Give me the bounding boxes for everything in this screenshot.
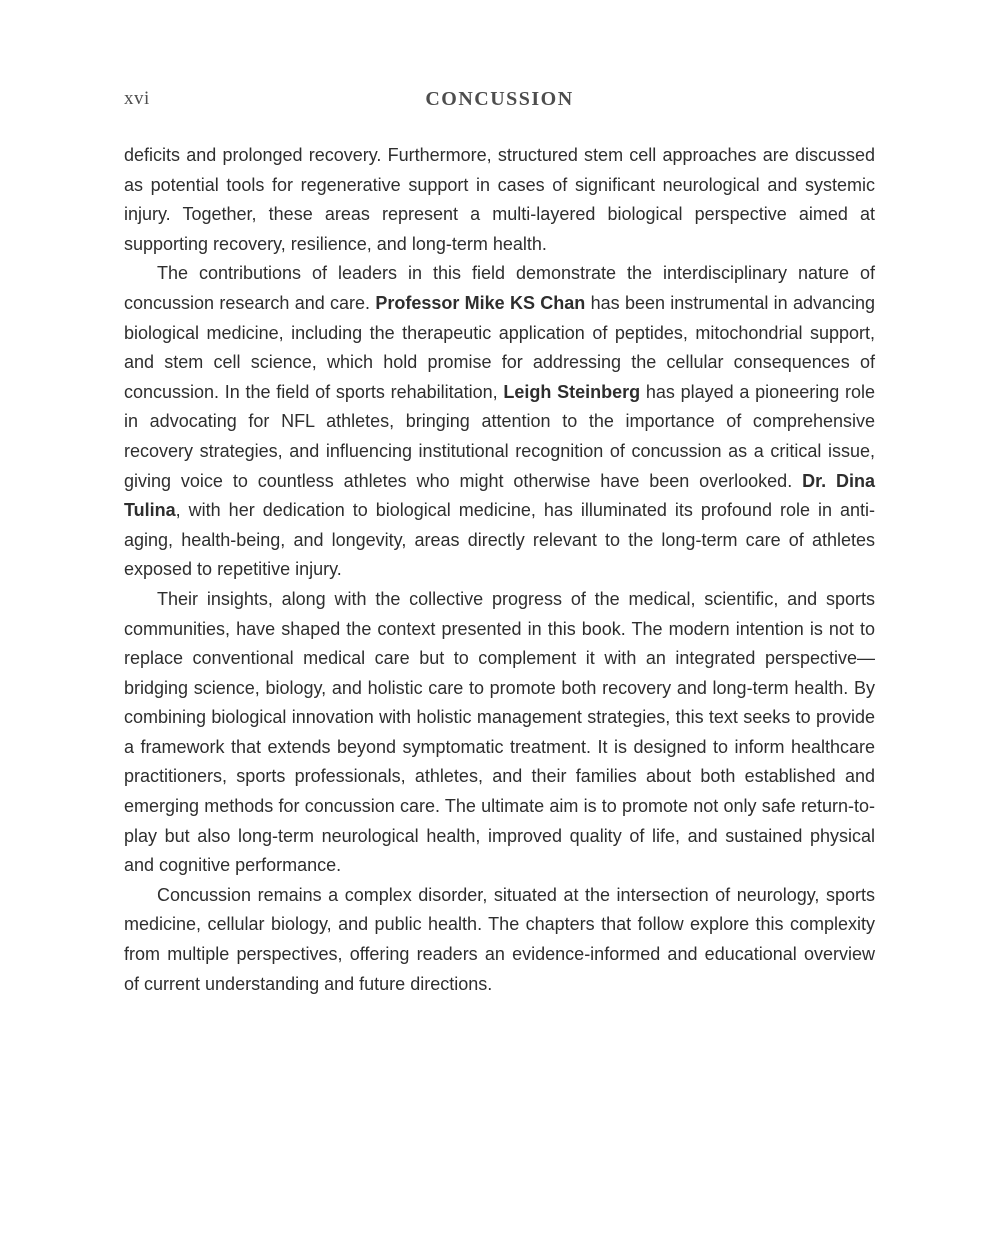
running-header xyxy=(124,88,875,112)
running-title: CONCUSSION xyxy=(425,88,574,110)
page-number: xvi xyxy=(124,88,150,109)
paragraph xyxy=(124,585,875,881)
paragraph-text: , with her dedication to biological medicine, has illuminated its profound role in anti-aging, health-being, and longevity, areas directly relevant to the long-term care of athletes exposed to repetitive injury. xyxy=(124,500,875,580)
paragraph xyxy=(124,259,875,585)
paragraph-text: has been instrumental in advancing biological medicine, including the therapeutic application of peptides, mitochondrial support, and stem cell science, which hold promise for addressing the cellular consequences of concussion. In the field of sports rehabilitation, xyxy=(124,292,876,402)
paragraph-text: The contributions of leaders in this field demonstrate the interdisciplinary nature of concussion research and care. xyxy=(124,263,875,313)
paragraph xyxy=(124,881,875,999)
bold-name-text: Dr. Dina Tulina xyxy=(124,470,875,521)
body-text xyxy=(124,141,875,999)
paragraph-text: Concussion remains a complex disorder, situated at the intersection of neurology, sports medicine, cellular biology, and public health. The chapters that follow explore this complexity from multiple perspectives, offering readers an evidence-informed and educational overview of current understanding and future directions. xyxy=(124,884,875,994)
paragraph-text: Their insights, along with the collective progress of the medical, scientific, and sports communities, have shaped the context presented in this book. The modern intention is not to replace conventional medical care but to complement it with an integrated perspective—bridging science, biology, and holistic care to promote both recovery and long-term health. By combining biological innovation with holistic management strategies, this text seeks to provide a framework that extends beyond symptomatic treatment. It is designed to inform healthcare practitioners, sports professionals, athletes, and their families about both established and emerging methods for concussion care. The ultimate aim is to promote not only safe return-to-play but also long-term neurological health, improved quality of life, and sustained physical and cognitive performance. xyxy=(124,588,875,876)
paragraph-text: has played a pioneering role in advocating for NFL athletes, bringing attention to the importance of comprehensive recovery strategies, and influencing institutional recognition of concussion as a critical issue, giving voice to countless athletes who might otherwise have been overlooked. xyxy=(124,381,875,491)
bold-name-text: Leigh Steinberg xyxy=(503,381,641,402)
paragraph xyxy=(124,141,875,259)
bold-name-text: Professor Mike KS Chan xyxy=(375,292,586,313)
paragraph-text: deficits and prolonged recovery. Furthermore, structured stem cell approaches are discussed as potential tools for regenerative support in cases of significant neurological and systemic injury. Together, these areas represent a multi-layered biological perspective aimed at supporting recovery, resilience, and long-term health. xyxy=(124,145,875,254)
page-content xyxy=(124,88,875,999)
